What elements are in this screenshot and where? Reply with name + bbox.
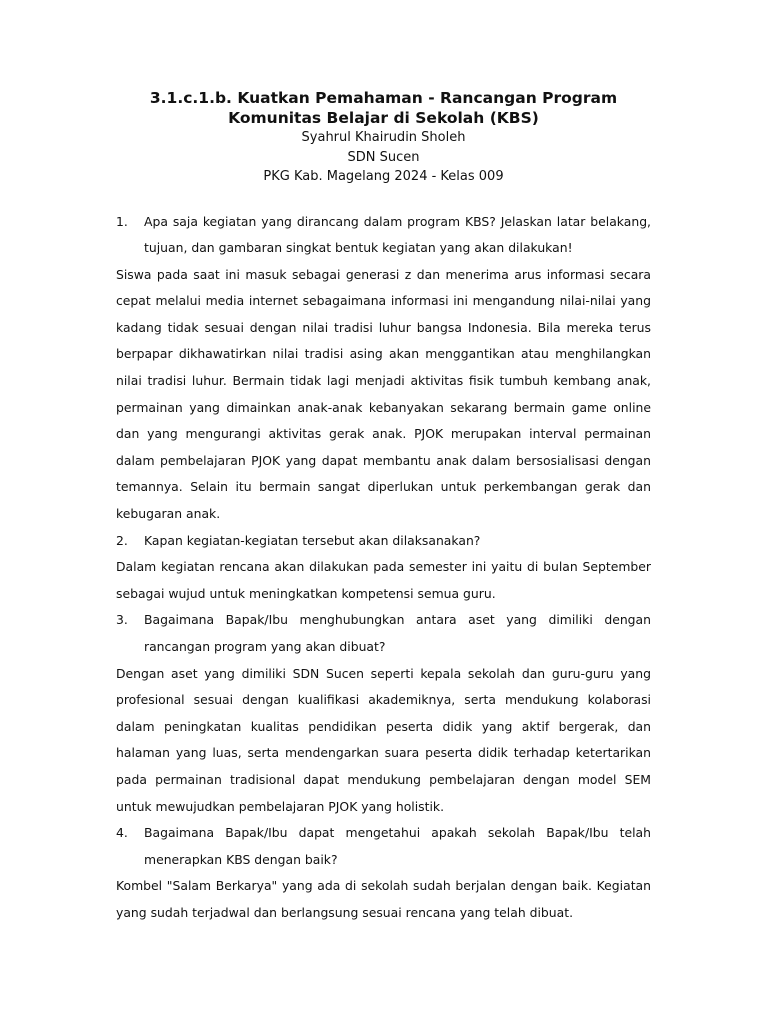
question-text: Apa saja kegiatan yang dirancang dalam program KBS? Jelaskan latar belakang, tujuan, dan gambaran singkat bentuk kegiatan yang akan dilakukan! [144, 213, 651, 256]
school-name: SDN Sucen [347, 149, 420, 165]
answer-3: Dengan aset yang dimiliki SDN Sucen seperti kepala sekolah dan guru-guru yang profesional sesuai dengan kualifikasi akademiknya, serta mendukung kolaborasi dalam peningkatan kualitas pendidikan peserta didik yang aktif bergerak, dan halaman yang luas, serta mendengarkan suara peserta didik terhadap ketertarikan pada permainan tradisional dapat mendukung pembelajaran dengan model SEM untuk mewujudkan pembelajaran PJOK yang holistik. [116, 665, 651, 814]
answer-2: Dalam kegiatan rencana akan dilakukan pada semester ini yaitu di bulan September sebagai wujud untuk meningkatkan kompetensi semua guru. [116, 559, 651, 601]
question-number: 4. [116, 825, 128, 841]
document-page [116, 88, 651, 927]
question-4 [116, 820, 651, 873]
question-text: Bagaimana Bapak/Ibu dapat mengetahui apakah sekolah Bapak/Ibu telah menerapkan KBS dengan baik? [144, 825, 651, 867]
question-2 [116, 528, 651, 555]
question-text: Bagaimana Bapak/Ibu menghubungkan antara aset yang dimiliki dengan rancangan program yang akan dibuat? [144, 612, 651, 654]
question-number: 3. [116, 612, 128, 628]
question-1 [116, 209, 651, 262]
question-3 [116, 607, 651, 660]
question-text: Kapan kegiatan-kegiatan tersebut akan dilaksanakan? [144, 532, 481, 548]
question-number: 1. [116, 213, 128, 229]
answer-1: Siswa pada saat ini masuk sebagai generasi z dan menerima arus informasi secara cepat melalui media internet sebagaimana informasi ini mengandung nilai-nilai yang kadang tidak sesuai dengan nilai tradisi luhur bangsa Indonesia. Bila mereka terus berpapar dikhawatirkan nilai tradisi asing akan menggantikan atau menghilangkan nilai tradisi luhur. Bermain tidak lagi menjadi aktivitas fisik tumbuh kembang anak, permainan yang dimainkan anak-anak kebanyakan sekarang bermain game online dan yang mengurangi aktivitas gerak anak. PJOK merupakan interval permainan dalam pembelajaran PJOK yang dapat membantu anak dalam bersosialisasi dengan temannya. Selain itu bermain sangat diperlukan untuk perkembangan gerak dan kebugaran anak. [116, 266, 651, 522]
question-number: 2. [116, 532, 128, 548]
program-info: PKG Kab. Magelang 2024 - Kelas 009 [263, 169, 504, 184]
answer-4: Kombel "Salam Berkarya" yang ada di sekolah sudah berjalan dengan baik. Kegiatan yang sudah terjadwal dan berlangsung sesuai rencana yang telah dibuat. [116, 878, 651, 920]
author-name: Syahrul Khairudin Sholeh [301, 130, 466, 145]
header-spacer [116, 187, 651, 209]
document-title: 3.1.c.1.b. Kuatkan Pemahaman - Rancangan Program Komunitas Belajar di Sekolah (KBS) [149, 89, 618, 127]
